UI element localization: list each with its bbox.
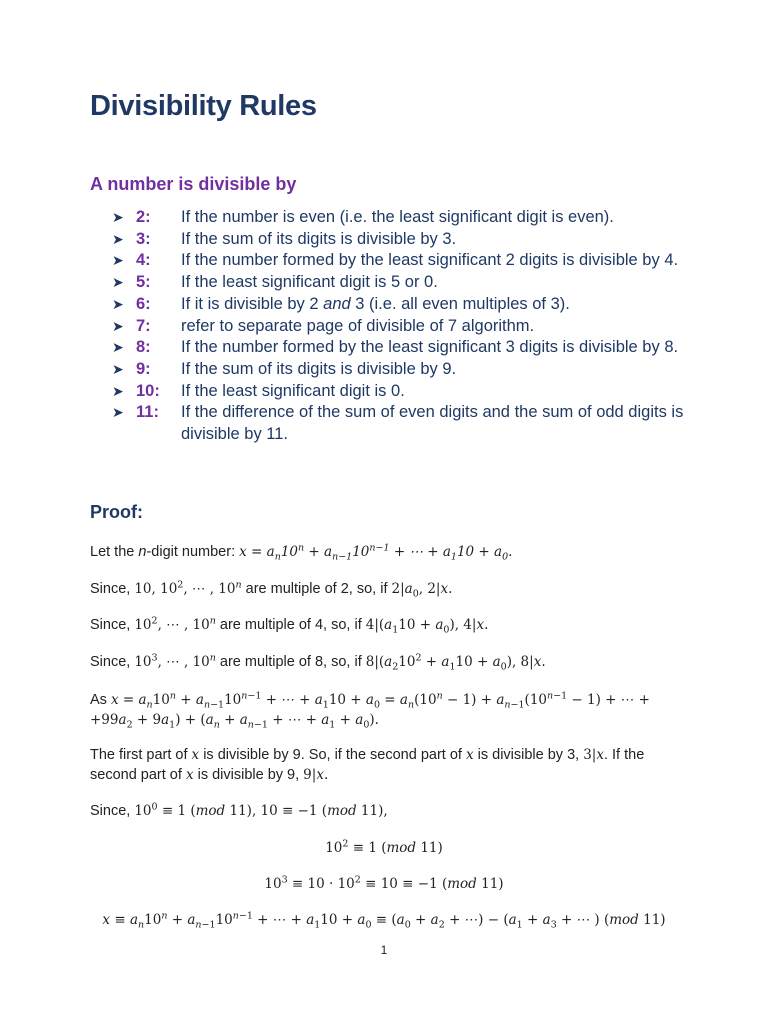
list-item bbox=[112, 250, 712, 272]
rule-number: 7: bbox=[136, 316, 151, 335]
text-run: Since, bbox=[90, 617, 131, 633]
rule-text: refer to separate page of divisible of 7 algorithm. bbox=[181, 316, 535, 335]
text-run: are multiple of 2, so, if bbox=[245, 581, 388, 597]
text-run: . If the second part of bbox=[90, 747, 645, 783]
rule-number: 6: bbox=[136, 294, 151, 313]
arrow-bullet-icon: ➤ bbox=[112, 339, 124, 356]
page-title: Divisibility Rules bbox=[90, 90, 317, 122]
rule-text: If the difference of the sum of even digits and the sum of odd digits is divisible by 11. bbox=[181, 403, 684, 444]
list-item bbox=[112, 337, 712, 359]
arrow-bullet-icon: ➤ bbox=[112, 252, 124, 269]
rule-number: 9: bbox=[136, 359, 151, 378]
text-run: is divisible by 3, bbox=[477, 747, 580, 763]
rules-list bbox=[112, 207, 712, 446]
text-run: -digit number: bbox=[146, 544, 236, 560]
proof-paragraph-4 bbox=[90, 653, 690, 673]
text-run: are multiple of 4, so, if bbox=[219, 617, 362, 633]
list-item bbox=[112, 381, 712, 403]
rule-number: 10: bbox=[136, 381, 160, 400]
page-number: 1 bbox=[380, 943, 388, 957]
list-item bbox=[112, 359, 712, 381]
math-expression: x bbox=[185, 766, 194, 783]
list-item bbox=[112, 294, 712, 316]
math-expression: 10, $10^2$, ⋯ , 10$^n$ bbox=[134, 579, 242, 597]
text-run: is divisible by 9. So, if the second part of bbox=[203, 747, 462, 763]
rule-text-part: If it is divisible by 2 bbox=[181, 294, 324, 313]
list-item bbox=[112, 316, 712, 338]
rule-text: If the least significant digit is 0. bbox=[181, 381, 405, 400]
proof-paragraph-3 bbox=[90, 616, 690, 636]
arrow-bullet-icon: ➤ bbox=[112, 209, 124, 225]
rule-number: 8: bbox=[136, 338, 151, 357]
list-item bbox=[112, 207, 712, 229]
math-expression: $10^3$, ⋯ , 10$^n$ bbox=[134, 652, 216, 670]
rule-text-part: 3 (i.e. all even multiples of 3). bbox=[350, 294, 570, 313]
proof-heading: Proof: bbox=[90, 502, 143, 522]
text-run: The first part of bbox=[90, 747, 188, 763]
text-run: n bbox=[138, 544, 147, 560]
text-run: Let the bbox=[90, 544, 139, 560]
math-expression: $10^2$, ⋯ , 10$^n$ bbox=[134, 615, 216, 633]
arrow-bullet-icon: ➤ bbox=[112, 274, 124, 291]
arrow-bullet-icon: ➤ bbox=[112, 230, 124, 247]
rule-text: If the number formed by the least significant 3 digits is divisible by 8. bbox=[181, 338, 679, 357]
list-item bbox=[112, 272, 712, 294]
rule-text: If the number formed by the least significant 2 digits is divisible by 4. bbox=[181, 251, 679, 270]
list-item bbox=[112, 229, 712, 251]
text-run: Since, bbox=[90, 654, 131, 670]
math-expression: 9|x. bbox=[303, 766, 329, 783]
proof-paragraph-1 bbox=[90, 543, 690, 563]
math-expression: $2|a_0$, 2|x. bbox=[391, 581, 453, 600]
math-equation-1: $10^2 \equiv 1$ (mod 11) bbox=[325, 838, 443, 856]
math-equation-2: $10^3 \equiv 10 \cdot 10^2 \equiv 10 \equiv -1$ (mod 11) bbox=[264, 874, 504, 892]
rule-number: 2: bbox=[136, 208, 151, 226]
math-expression: $x = a_n10^n + a_{n-1}10^{n-1}$ + ⋯ + $a_110 + a_0 = a_n(10^n - 1) + a_{n-1}(10^{n-1} - 1)$ + ⋯ + $+99a_2 + 9a_1) + (a_n + a_{n-1}$ + ⋯ + $a_1 + a_0$). bbox=[90, 690, 650, 731]
text-run: As bbox=[90, 692, 107, 708]
math-expression: $x = a_n10^n + a_{n-1}10^{n-1}$ + ⋯ + $a_110 + a_0$. bbox=[239, 542, 513, 563]
text-run: Since, bbox=[90, 803, 131, 819]
proof-paragraph-2 bbox=[90, 580, 690, 600]
text-run: are multiple of 8, so, if bbox=[219, 654, 362, 670]
rule-text: If the sum of its digits is divisible by 3. bbox=[181, 229, 457, 248]
rule-number: 4: bbox=[136, 251, 151, 270]
rule-number: 11: bbox=[136, 403, 159, 422]
math-expression: 3|x bbox=[583, 747, 604, 763]
rule-text: If the sum of its digits is divisible by 9. bbox=[181, 359, 457, 378]
text-run: is divisible by 9, bbox=[197, 766, 300, 783]
arrow-bullet-icon: ➤ bbox=[112, 360, 124, 377]
rule-text: If the number is even (i.e. the least significant digit is even). bbox=[181, 208, 614, 226]
proof-paragraph-7 bbox=[90, 802, 690, 822]
math-expression: x bbox=[191, 747, 200, 763]
arrow-bullet-icon: ➤ bbox=[112, 404, 124, 421]
math-expression: $4|(a_110 + a_0)$, 4|x. bbox=[365, 617, 489, 636]
proof-paragraph-5 bbox=[90, 691, 690, 730]
math-expression: $10^0 \equiv 1$ (mod 11), 10 ≡ −1 (mod 11), bbox=[134, 801, 388, 819]
rule-number: 3: bbox=[136, 229, 151, 248]
math-equation-3: $x \equiv a_n10^n + a_{n-1}10^{n-1}$ + ⋯ + $a_110 + a_0 \equiv (a_0 + a_2$ + ⋯) − ($a_1 + a_3$ + ⋯ ) (mod 11) bbox=[102, 910, 666, 931]
proof-paragraph-6 bbox=[90, 746, 690, 785]
text-run: Since, bbox=[90, 581, 131, 597]
math-expression: $8|(a_210^2 + a_110 + a_0)$, 8|x. bbox=[365, 652, 546, 673]
rule-text: If the least significant digit is 5 or 0. bbox=[181, 273, 438, 292]
rule-number: 5: bbox=[136, 273, 151, 292]
arrow-bullet-icon: ➤ bbox=[112, 295, 124, 312]
math-expression: x bbox=[465, 747, 474, 763]
rule-text bbox=[181, 294, 712, 316]
list-item bbox=[112, 402, 712, 445]
section-subtitle: A number is divisible by bbox=[90, 174, 297, 194]
rule-text-emphasis: and bbox=[323, 294, 351, 313]
arrow-bullet-icon: ➤ bbox=[112, 317, 124, 334]
arrow-bullet-icon: ➤ bbox=[112, 382, 124, 399]
